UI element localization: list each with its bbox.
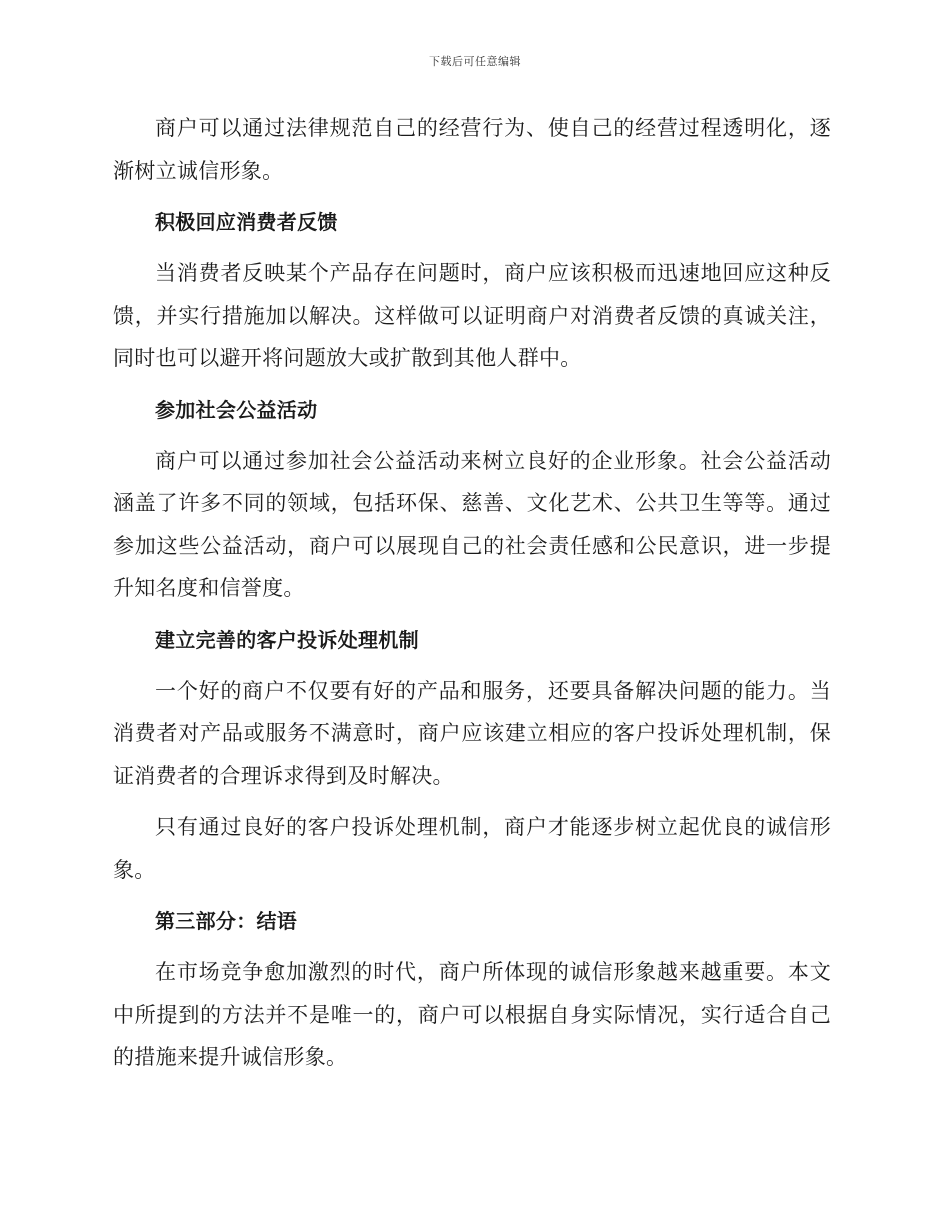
section-heading-public-welfare: 参加社会公益活动 bbox=[155, 397, 318, 422]
paragraph-conclusion: 在市场竞争愈加激烈的时代，商户所体现的诚信形象越来越重要。本文中所提到的方法并不是唯一的，商户可以根据自身实际情况，实行适合自己的措施来提升诚信形象。 bbox=[113, 960, 831, 1069]
section-heading-complaint-mechanism: 建立完善的客户投诉处理机制 bbox=[155, 627, 419, 652]
paragraph-complaint-result: 只有通过良好的客户投诉处理机制，商户才能逐步树立起优良的诚信形象。 bbox=[113, 815, 831, 882]
section-heading-feedback: 积极回应消费者反馈 bbox=[155, 210, 338, 234]
paragraph-feedback: 当消费者反映某个产品存在问题时，商户应该积极而迅速地回应这种反馈，并实行措施加以解决。这样做可以证明商户对消费者反馈的真诚关注，同时也可以避开将问题放大或扩散到其他人群中。 bbox=[113, 261, 831, 370]
document-body bbox=[113, 107, 831, 1088]
page-header-note: 下载后可任意编辑 bbox=[429, 55, 521, 68]
section-heading-conclusion: 第三部分：结语 bbox=[155, 909, 298, 933]
paragraph-legal-conduct: 商户可以通过法律规范自己的经营行为、使自己的经营过程透明化，逐渐树立诚信形象。 bbox=[113, 116, 831, 183]
paragraph-complaint-mechanism: 一个好的商户不仅要有好的产品和服务，还要具备解决问题的能力。当消费者对产品或服务不满意时，商户应该建立相应的客户投诉处理机制，保证消费者的合理诉求得到及时解决。 bbox=[113, 678, 831, 788]
paragraph-public-welfare: 商户可以通过参加社会公益活动来树立良好的企业形象。社会公益活动涵盖了许多不同的领域，包括环保、慈善、文化艺术、公共卫生等等。通过参加这些公益活动，商户可以展现自己的社会责任感和公民意识，进一步提升知名度和信誉度。 bbox=[113, 448, 831, 600]
